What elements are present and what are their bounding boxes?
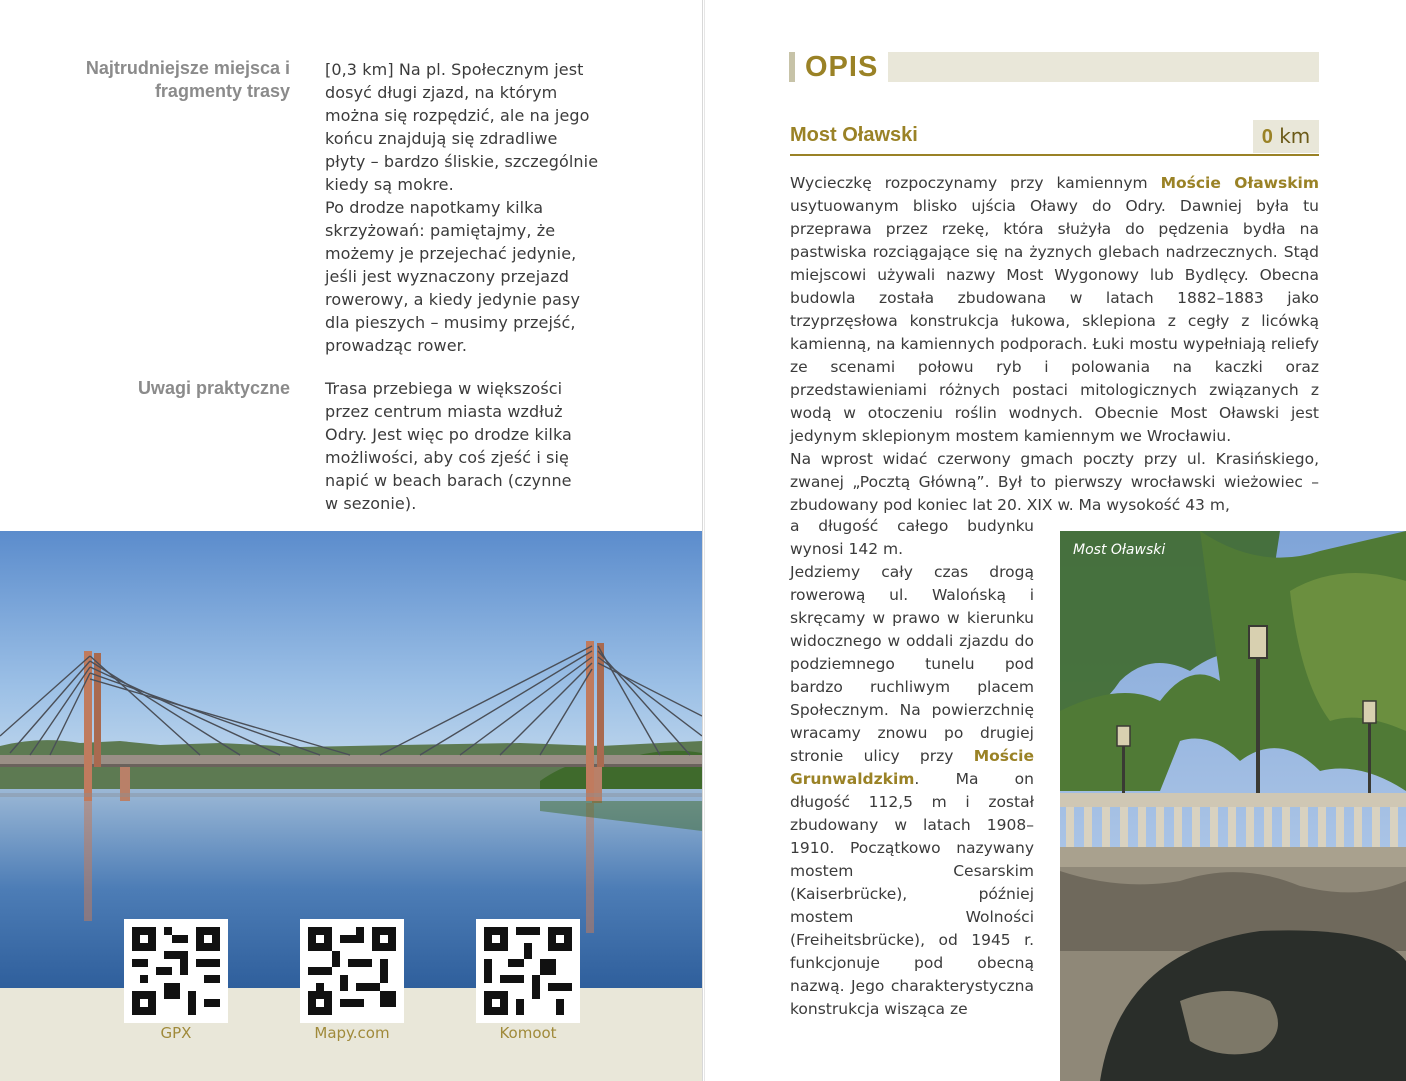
section-title: Most Oławski	[790, 124, 918, 146]
info-text-practical	[325, 377, 625, 515]
info-line: dla pieszych – musimy przejść,	[325, 313, 576, 332]
column-p2-pre: Jedziemy cały czas drogą rowerową ul. Walońską i skręcamy w prawo w kierunku widocznego w oddali zjazdu do podziemnego tunelu pod bardzo ruchliwym placem Społecznym. Na powierzchnię wracamy znowu po drugiej stronie ulicy przy	[790, 563, 1034, 765]
info-line: dosyć długi zjazd, na którym	[325, 83, 558, 102]
info-line: prowadząc rower.	[325, 336, 468, 355]
info-line: rowerowy, a kiedy jedynie pasy	[325, 290, 581, 309]
info-line: napić w beach barach (czynne	[325, 471, 572, 490]
qr-code-komoot[interactable]	[476, 919, 580, 1023]
highlight-most-olawski: Moście Oławskim	[1160, 174, 1320, 192]
paragraph-2: Na wprost widać czerwony gmach poczty przy ul. Krasińskiego, zwanej „Pocztą Główną”. Był to pierwszy wrocławski wieżowiec – zbudowany pod koniec lat 20. XIX w. Ma wysokość 43 m,	[790, 450, 1319, 514]
qr-label-gpx: GPX	[160, 1024, 192, 1042]
km-badge	[1253, 120, 1319, 153]
column-paragraph-2	[790, 561, 1034, 1021]
section-header	[790, 120, 1319, 156]
qr-code-mapy[interactable]	[300, 919, 404, 1023]
km-value: 0	[1261, 126, 1273, 148]
column-paragraph-1: a długość całego budynku wynosi 142 m.	[790, 517, 1034, 558]
info-line: kiedy są mokre.	[325, 175, 454, 194]
column-p2-post: . Ma on długość 112,5 m i został zbudowany w latach 1908–1910. Początkowo nazywany mostem Cesarskim (Kaiserbrücke), później mostem Wolności (Freiheitsbrücke), od 1945 r. funkcjonuje pod obecną nazwą. Jego charakterystyczna konstrukcja wisząca ze	[790, 770, 1034, 1018]
info-label-difficult: Najtrudniejsze miejsca i fragmenty trasy	[85, 58, 290, 101]
column-text	[790, 515, 1034, 1021]
paragraph-1	[790, 172, 1319, 448]
info-line: możliwości, aby coś zjeść i się	[325, 448, 569, 467]
stone-bridge-photo	[1060, 531, 1406, 1081]
info-line: [0,3 km] Na pl. Społecznym jest	[325, 60, 584, 79]
paragraph-1-post: usytuowanym blisko ujścia Oławy do Odry. Dawniej była tu przeprawa przez rzekę, która służyła do pędzenia bydła na pastwiska rozciągające się na żyznych glebach nadrzecznych. Stąd miejscowi używali nazwy Most Wygonowy lub Bydlęcy. Obecna budowla została zbudowana w latach 1882–1883 jako trzyprzęsłowa konstrukcja łukowa, sklepiona z cegły z licówką kamienną, na kamiennych podporach. Łuki mostu wypełniają reliefy ze scenami połowu ryb i polowania na kaczki oraz przedstawieniami różnych postaci mitologicznych związanych z wodą w otoczeniu roślin wodnych. Obecnie Most Oławski jest jedynym sklepionym mostem kamiennym we Wrocławiu.	[790, 197, 1319, 445]
info-line: jeśli jest wyznaczony przejazd	[325, 267, 569, 286]
info-line: w sezonie).	[325, 494, 417, 513]
info-label-practical: Uwagi praktyczne	[137, 378, 290, 398]
info-line: przez centrum miasta wzdłuż	[325, 402, 563, 421]
paragraph-1-pre: Wycieczkę rozpoczynamy przy kamiennym	[790, 174, 1161, 192]
info-line: Trasa przebiega w większości	[325, 379, 563, 398]
photo-caption: Most Oławski	[1073, 542, 1166, 558]
page-heading: OPIS	[795, 50, 888, 84]
qr-label-komoot: Komoot	[499, 1024, 557, 1042]
qr-code-gpx[interactable]	[124, 919, 228, 1023]
info-line: płyty – bardzo śliskie, szczególnie	[325, 152, 599, 171]
info-line: Odry. Jest więc po drodze kilka	[325, 425, 572, 444]
info-line: Po drodze napotkamy kilka	[325, 198, 544, 217]
info-line: końcu znajdują się zdradliwe	[325, 129, 558, 148]
info-line: skrzyżowań: pamiętajmy, że	[325, 221, 556, 240]
body-text	[790, 172, 1319, 517]
info-line: można się rozpędzić, ale na jego	[325, 106, 590, 125]
info-text-difficult	[325, 58, 625, 357]
qr-label-mapy: Mapy.com	[314, 1024, 390, 1042]
info-line: możemy je przejechać jedynie,	[325, 244, 577, 263]
km-unit: km	[1279, 124, 1311, 148]
highlight-most-grunwaldzki: Moście Grunwaldzkim	[790, 747, 1034, 788]
